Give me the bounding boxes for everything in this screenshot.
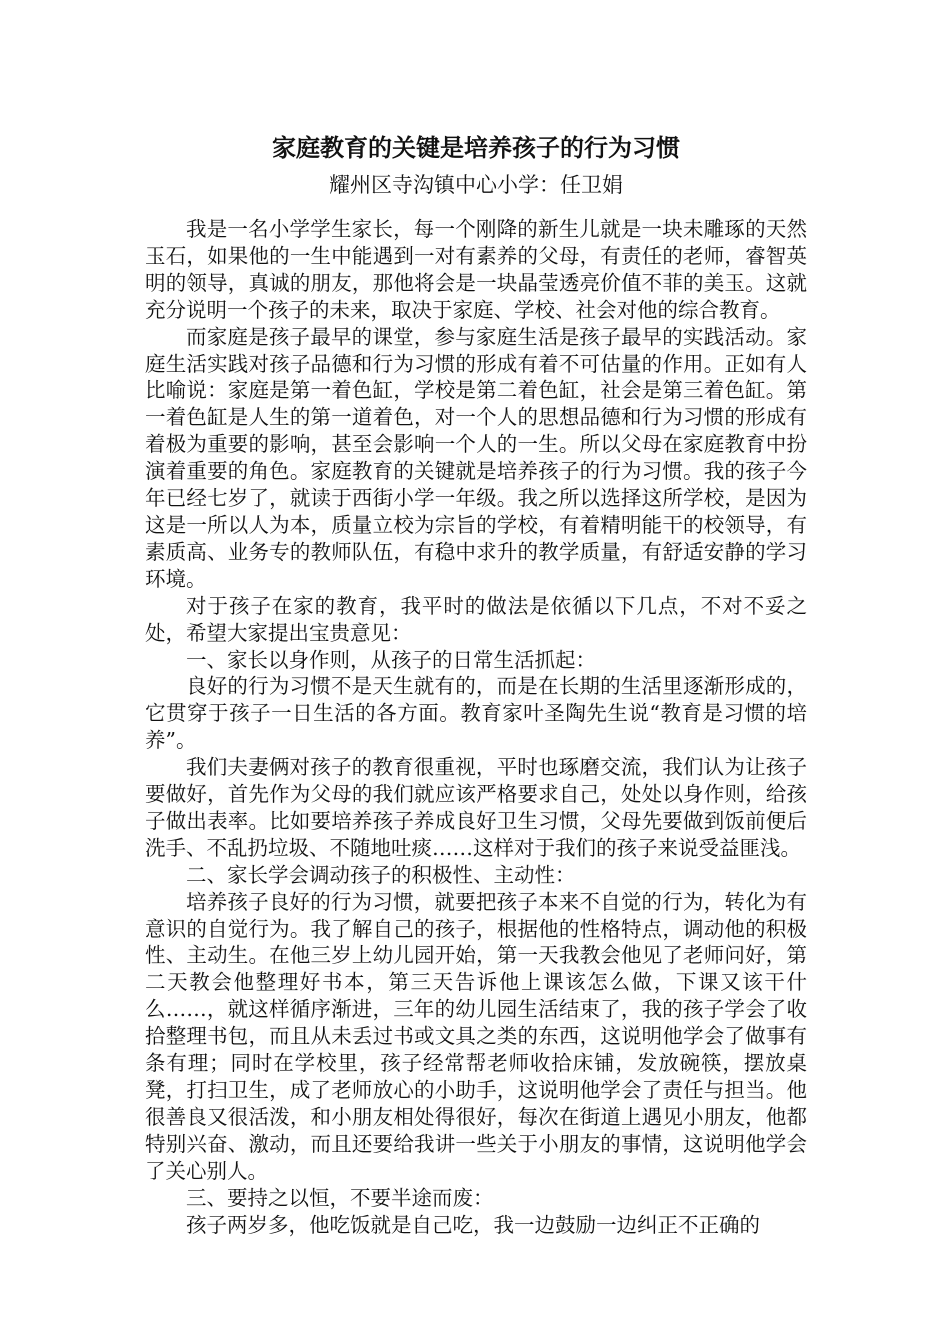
document-page <box>145 128 807 1238</box>
paragraph: 而家庭是孩子最早的课堂，参与家庭生活是孩子最早的实践活动。家庭生活实践对孩子品德和行为习惯的形成有着不可估量的作用。正如有人比喻说：家庭是第一着色缸，学校是第二着色缸，社会是第三着色缸。第一着色缸是人生的第一道着色，对一个人的思想品德和行为习惯的形成有着极为重要的影响，甚至会影响一个人的一生。所以父母在家庭教育中扮演着重要的角色。家庭教育的关键就是培养孩子的行为习惯。我的孩子今年已经七岁了，就读于西街小学一年级。我之所以选择这所学校，是因为这是一所以人为本，质量立校为宗旨的学校，有着精明能干的校领导，有素质高、业务专的教师队伍，有稳中求升的教学质量，有舒适安静的学习环境。 <box>145 324 807 591</box>
paragraph: 我是一名小学学生家长，每一个刚降的新生儿就是一块未雕琢的天然玉石，如果他的一生中能遇到一对有素养的父母，有责任的老师，睿智英明的领导，真诚的朋友，那他将会是一块晶莹透亮价值不菲的美玉。这就充分说明一个孩子的未来，取决于家庭、学校、社会对他的综合教育。 <box>145 217 807 322</box>
document-title: 家庭教育的关键是培养孩子的行为习惯 <box>272 133 680 162</box>
document-body <box>145 216 807 1238</box>
section-heading: 三、要持之以恒，不要半途而废： <box>186 1185 494 1210</box>
section-heading: 一、家长以身作则，从孩子的日常生活抓起： <box>186 647 596 672</box>
paragraph: 对于孩子在家的教育，我平时的做法是依循以下几点，不对不妥之处，希望大家提出宝贵意见： <box>145 593 807 645</box>
paragraph: 孩子两岁多，他吃饭就是自己吃，我一边鼓励一边纠正不正确的 <box>186 1212 760 1237</box>
author-line: 耀州区寺沟镇中心小学：任卫娟 <box>329 173 623 197</box>
section-heading: 二、家长学会调动孩子的积极性、主动性： <box>186 862 576 887</box>
paragraph: 良好的行为习惯不是天生就有的，而是在长期的生活里逐渐形成的，它贯穿于孩子一日生活的各方面。教育家叶圣陶先生说“教育是习惯的培养”。 <box>145 674 807 753</box>
paragraph: 我们夫妻俩对孩子的教育很重视，平时也琢磨交流，我们认为让孩子要做好，首先作为父母的我们就应该严格要求自己，处处以身作则，给孩子做出表率。比如要培养孩子养成良好卫生习惯，父母先要做到饭前便后洗手、不乱扔垃圾、不随地吐痰……这样对于我们的孩子来说受益匪浅。 <box>145 755 807 860</box>
paragraph: 培养孩子良好的行为习惯，就要把孩子本来不自觉的行为，转化为有意识的自觉行为。我了解自己的孩子，根据他的性格特点，调动他的积极性、主动生。在他三岁上幼儿园开始，第一天我教会他见了老师问好，第二天教会他整理好书本，第三天告诉他上课该怎么做，下课又该干什么……，就这样循序渐进，三年的幼儿园生活结束了，我的孩子学会了收拾整理书包，而且从未丢过书或文具之类的东西，这说明他学会了做事有条有理；同时在学校里，孩子经常帮老师收拾床铺，发放碗筷，摆放桌凳，打扫卫生，成了老师放心的小助手，这说明他学会了责任与担当。他很善良又很活泼，和小朋友相处得很好，每次在街道上遇见小朋友，他都特别兴奋、激动，而且还要给我讲一些关于小朋友的事情，这说明他学会了关心别人。 <box>145 889 807 1183</box>
